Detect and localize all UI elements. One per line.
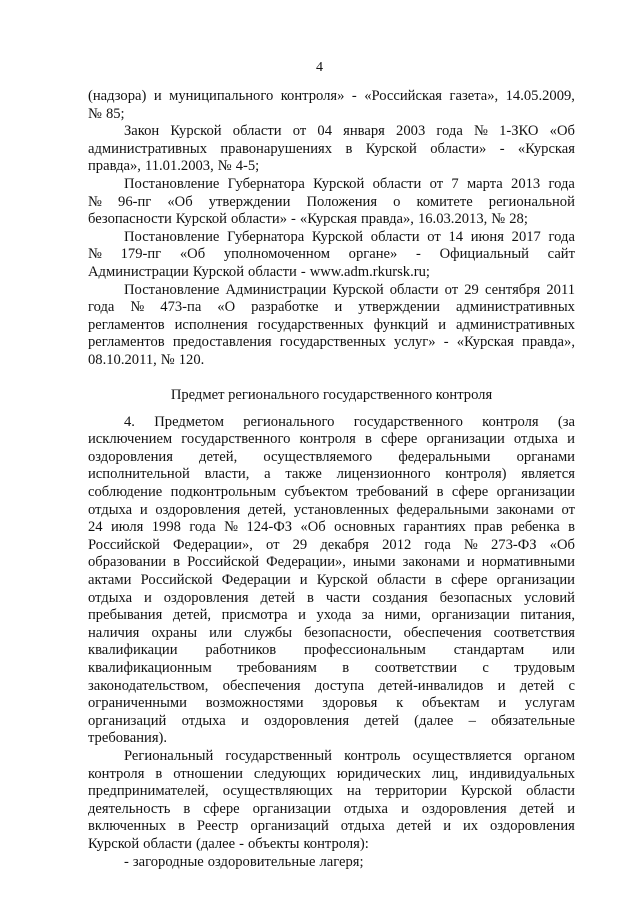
text-line: Региональный государственный контроль осуществляется органом bbox=[124, 747, 575, 764]
text-line: образовании в Российской Федерации», иными законами и нормативными bbox=[88, 554, 575, 571]
document-body bbox=[88, 88, 575, 871]
page-number: 4 bbox=[316, 60, 323, 75]
text-line: наличия охраны или службы безопасности, обеспечения соответствия bbox=[88, 624, 575, 641]
text-line: контроля в отношении следующих юридических лиц, индивидуальных bbox=[88, 765, 575, 782]
text-line: оздоровления детей, осуществляемого федеральными органами bbox=[88, 448, 575, 465]
text-line: № 179-пг «Об уполномоченном органе» - Официальный сайт bbox=[88, 246, 575, 263]
text-line: 4. Предметом регионального государственного контроля (за bbox=[124, 413, 575, 430]
section-heading-text: Предмет регионального государственного контроля bbox=[170, 387, 493, 404]
text-line: Постановление Губернатора Курской области от 14 июня 2017 года bbox=[124, 228, 575, 245]
text-line: Постановление Администрации Курской области от 29 сентября 2011 bbox=[124, 281, 575, 298]
paragraph bbox=[88, 282, 575, 370]
text-line: ограниченными возможностями здоровья к объектам и услугам bbox=[88, 695, 575, 712]
text-line: № 96-пг «Об утверждении Положения о комитете региональной bbox=[88, 193, 575, 210]
text-line: 08.10.2011, № 120. bbox=[88, 351, 205, 368]
text-line: регламентов предоставления государственных услуг» - «Курская правда», bbox=[88, 334, 575, 351]
text-line: исполнительной власти, а также лицензионного контроля) является bbox=[88, 466, 575, 483]
text-line: исключением государственного контроля в сфере организации отдыха и bbox=[88, 431, 575, 448]
text-line: года № 473-па «О разработке и утверждении административных bbox=[88, 299, 575, 316]
paragraph bbox=[88, 414, 575, 748]
spacer bbox=[88, 370, 575, 388]
text-line: регламентов исполнения государственных функций и административных bbox=[88, 316, 575, 333]
text-line: Администрации Курской области - www.adm.rkursk.ru; bbox=[88, 263, 430, 280]
text-line: Российской Федерации», от 29 декабря 2012 года № 273-ФЗ «Об bbox=[88, 536, 575, 553]
text-line: 24 июля 1998 года № 124-ФЗ «Об основных гарантиях прав ребенка в bbox=[88, 519, 575, 536]
text-line: Курской области (далее - объекты контроля): bbox=[88, 835, 369, 852]
text-line: (надзора) и муниципального контроля» - «Российская газета», 14.05.2009, bbox=[88, 88, 575, 104]
text-line: включенных в Реестр организаций отдыха детей и их оздоровления bbox=[88, 818, 575, 835]
paragraph bbox=[88, 854, 575, 872]
section-heading bbox=[88, 387, 575, 405]
text-line: квалификационным требованиям в соответствии с трудовым bbox=[88, 660, 575, 676]
text-line: пребывания детей, присмотра и ухода за ними, организации питания, bbox=[88, 607, 575, 624]
paragraph bbox=[88, 123, 575, 176]
text-line: отдыха и оздоровления детей в части создания безопасных условий bbox=[88, 589, 575, 606]
text-line: безопасности Курской области» - «Курская правда», 16.03.2013, № 28; bbox=[88, 211, 528, 228]
text-line: административных правонарушениях в Курской области» - «Курская bbox=[88, 140, 575, 157]
text-line: квалификации работников профессиональным стандартам или bbox=[88, 642, 575, 659]
text-line: требования). bbox=[88, 730, 168, 747]
paragraphs-after-heading bbox=[88, 414, 575, 871]
text-line: соблюдение подконтрольным субъектом требований в сфере организации bbox=[88, 484, 575, 501]
text-line: Постановление Губернатора Курской области от 7 марта 2013 года bbox=[124, 175, 575, 192]
text-line: предпринимателей, осуществляющих на территории Курской области bbox=[88, 783, 575, 800]
text-line: организаций отдыха и оздоровления детей (далее – обязательные bbox=[88, 712, 575, 729]
paragraph bbox=[88, 229, 575, 282]
text-line: законодательством, обеспечения доступа детей-инвалидов и детей с bbox=[88, 677, 575, 694]
text-line: правда», 11.01.2003, № 4-5; bbox=[88, 158, 260, 175]
spacer bbox=[88, 405, 575, 414]
text-line: актами Российской Федерации и Курской области в сфере организации bbox=[88, 572, 575, 589]
text-line: № 85; bbox=[88, 105, 125, 122]
paragraph bbox=[88, 176, 575, 229]
text-line: отдыха и оздоровления детей, установленных федеральными законами от bbox=[88, 501, 575, 518]
paragraphs-before-heading bbox=[88, 88, 575, 370]
paragraph bbox=[88, 88, 575, 123]
text-line: Закон Курской области от 04 января 2003 года № 1-ЗКО «Об bbox=[124, 123, 575, 140]
paragraph bbox=[88, 748, 575, 854]
text-line: - загородные оздоровительные лагеря; bbox=[124, 853, 364, 870]
text-line: деятельность в сфере организации отдыха и оздоровления детей и bbox=[88, 800, 575, 817]
